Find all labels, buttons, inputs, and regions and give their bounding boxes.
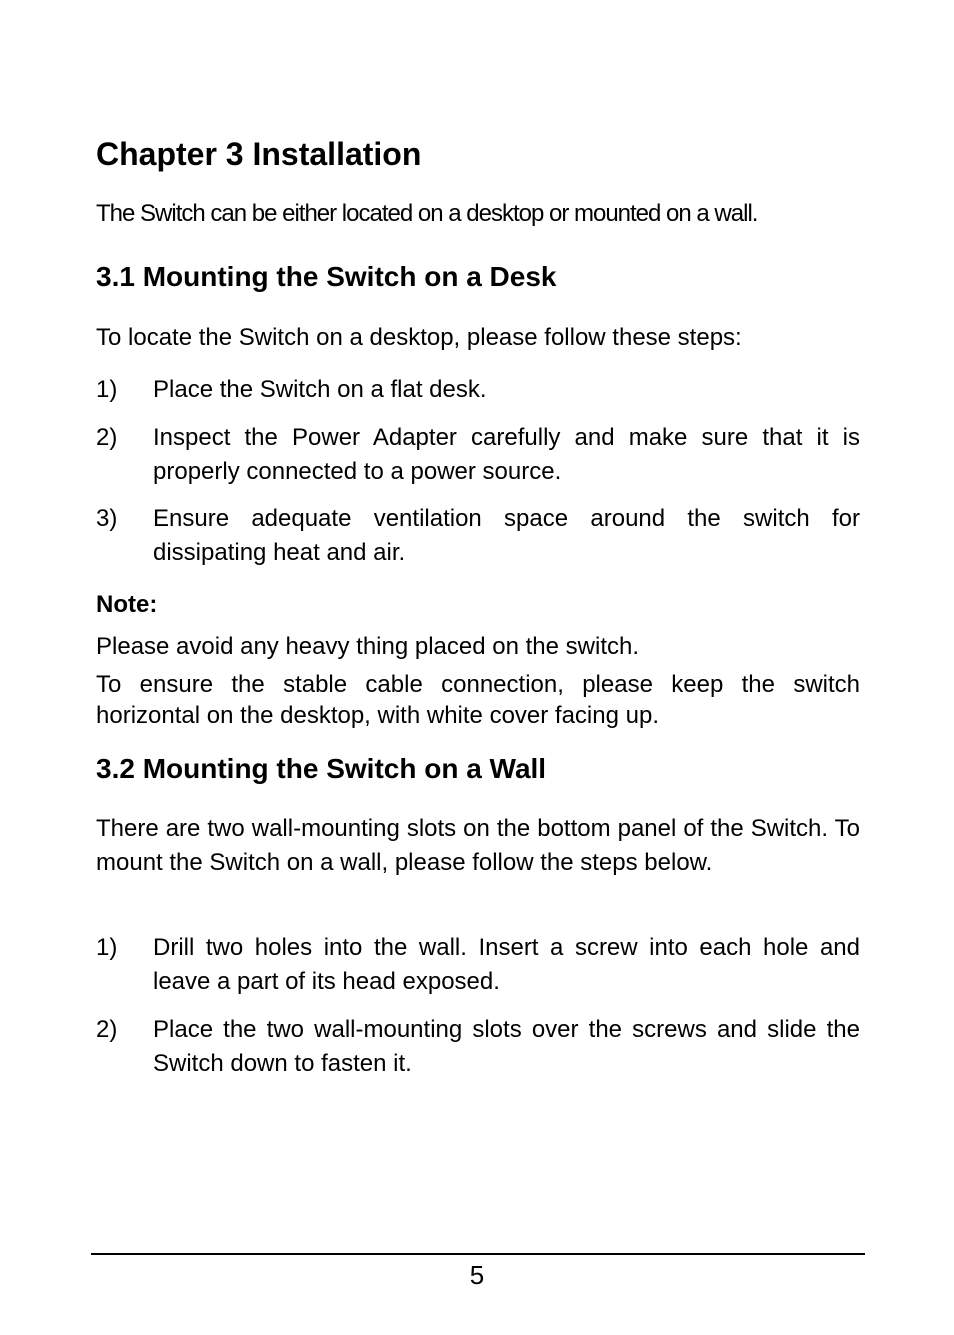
document-page [96,0,860,1335]
step-text: Place the Switch on a flat desk. [153,376,487,403]
footer-divider [91,1253,865,1255]
section-wall-intro: There are two wall-mounting slots on the bottom panel of the Switch. To mount the Switch on a wall, please follow the steps below. [96,815,860,876]
section-title-desk: 3.1 Mounting the Switch on a Desk [96,261,557,292]
step-number: 2) [96,424,118,451]
step-number: 2) [96,1016,118,1043]
step-text: Place the two wall-mounting slots over the screws and slide the Switch down to fasten it. [153,1016,860,1077]
note-line-2: To ensure the stable cable connection, please keep the switch horizontal on the desktop, with white cover facing up. [96,671,860,729]
chapter-title: Chapter 3 Installation [96,136,422,172]
section-title-wall: 3.2 Mounting the Switch on a Wall [96,753,547,784]
step-text: Inspect the Power Adapter carefully and make sure that it is properly connected to a power source. [153,424,860,485]
step-text: Drill two holes into the wall. Insert a screw into each hole and leave a part of its head exposed. [153,934,860,995]
step-number: 3) [96,505,118,532]
page-number: 5 [469,1260,485,1290]
chapter-intro: The Switch can be either located on a desktop or mounted on a wall. [96,200,758,227]
section-desk-intro: To locate the Switch on a desktop, please follow these steps: [96,324,742,351]
note-label: Note: [96,591,158,618]
step-number: 1) [96,376,118,403]
step-text: Ensure adequate ventilation space around the switch for dissipating heat and air. [153,505,860,566]
step-number: 1) [96,934,118,961]
note-line-1: Please avoid any heavy thing placed on the switch. [96,633,640,660]
